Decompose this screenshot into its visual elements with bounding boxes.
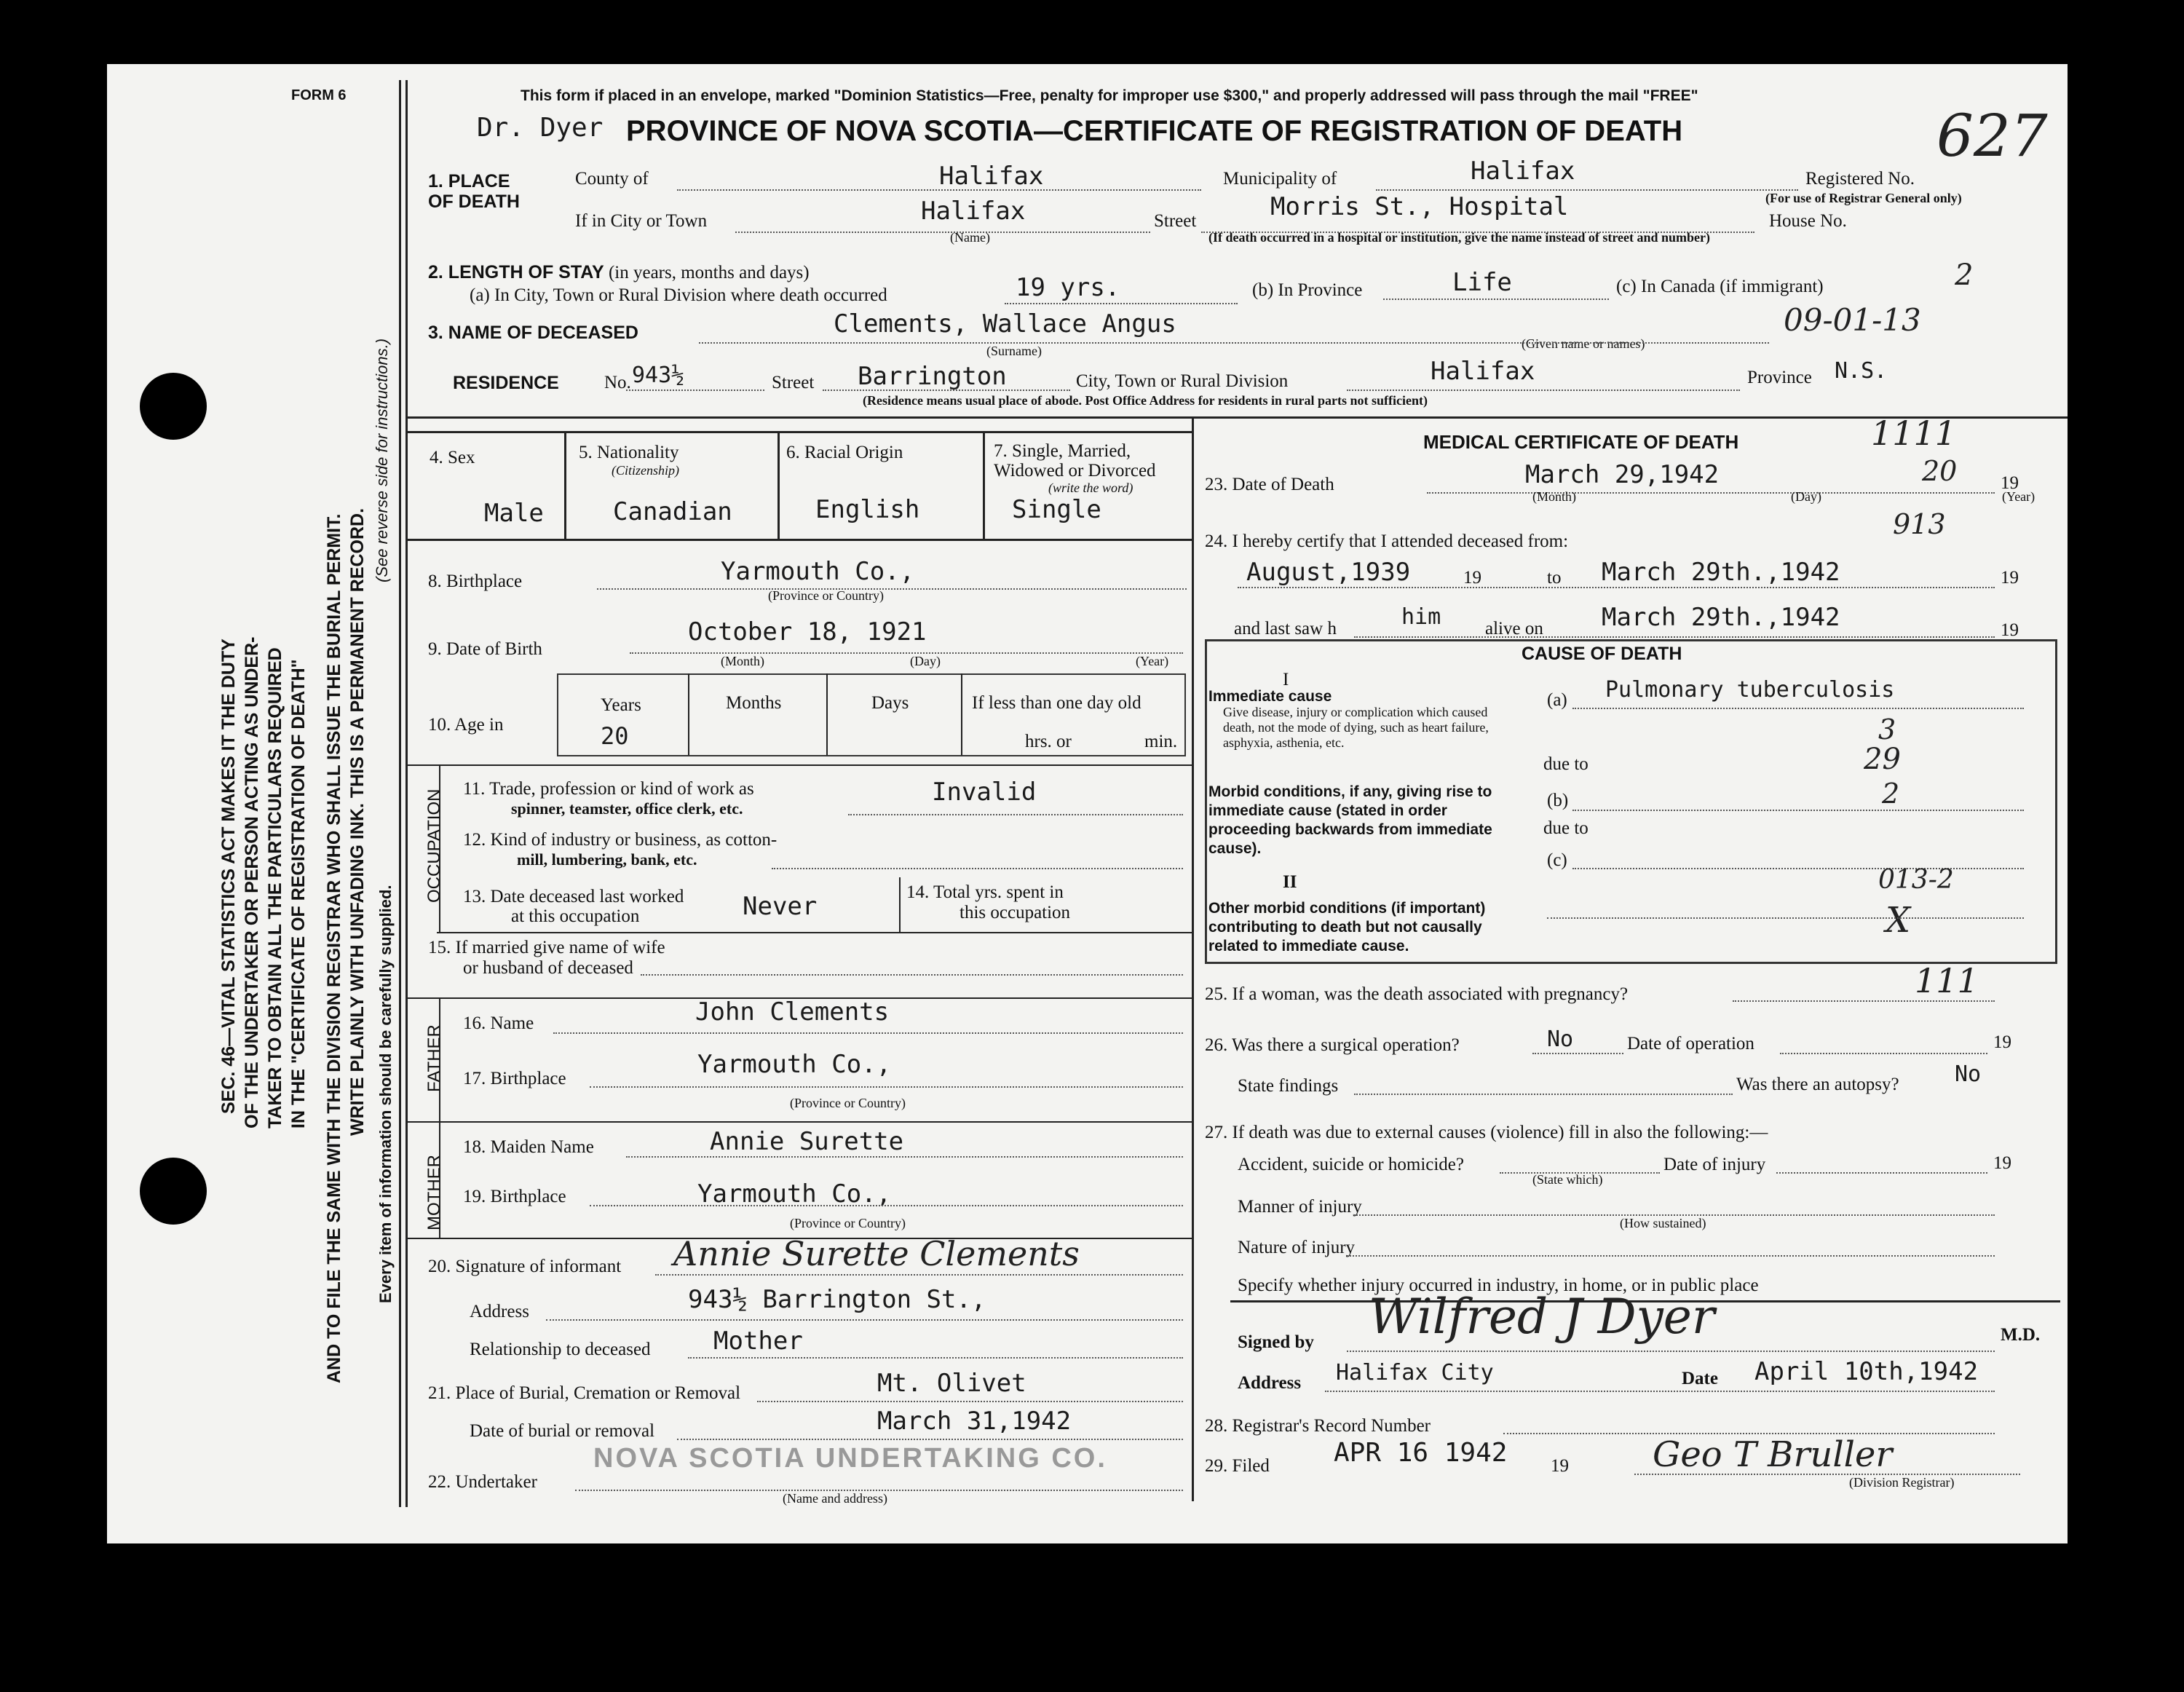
county-value: Halifax bbox=[939, 162, 1044, 191]
dob-day-note: (Day) bbox=[910, 654, 941, 668]
q11-label: 11. Trade, profession or kind of work as bbox=[463, 779, 754, 799]
alive-on-label: alive on bbox=[1485, 619, 1543, 639]
burial-place-label: 21. Place of Burial, Cremation or Removal bbox=[428, 1383, 741, 1403]
residence-street: Barrington bbox=[858, 362, 1007, 391]
accident-label: Accident, suicide or homicide? bbox=[1238, 1155, 1464, 1174]
undertaker-note: (Name and address) bbox=[783, 1491, 887, 1506]
occupation-side-label: OCCUPATION bbox=[424, 788, 444, 903]
city-label: If in City or Town bbox=[575, 211, 708, 231]
q13-sub-label: at this occupation bbox=[511, 906, 640, 926]
nationality-label: 5. Nationality bbox=[579, 443, 679, 462]
given-names-note: (Given name or names) bbox=[1522, 336, 1645, 351]
age-years-header: Years bbox=[601, 695, 641, 715]
cause-roman-ii: II bbox=[1283, 872, 1297, 892]
age-less-than-day-header: If less than one day old bbox=[972, 693, 1142, 713]
q25-hand: 111 bbox=[1915, 961, 1979, 1000]
specify-injury-label: Specify whether injury occurred in industry, in home, or in public place bbox=[1238, 1276, 1759, 1295]
dob-value: October 18, 1921 bbox=[688, 617, 927, 647]
form-number: FORM 6 bbox=[291, 87, 347, 103]
place-of-death-label: 1. PLACE OF DEATH bbox=[428, 171, 520, 212]
age-years-value: 20 bbox=[601, 722, 629, 750]
death-day-hand: 20 bbox=[1922, 455, 1958, 487]
certificate-title: PROVINCE OF NOVA SCOTIA—CERTIFICATE OF REGISTRATION OF DEATH bbox=[626, 115, 1683, 147]
sex-value: Male bbox=[484, 499, 544, 528]
age-hrs-label: hrs. or bbox=[1025, 732, 1072, 751]
manner-of-injury-label: Manner of injury bbox=[1238, 1197, 1362, 1217]
center-divider bbox=[1192, 416, 1194, 1501]
street-label: Street bbox=[1154, 211, 1197, 231]
death-day-note: (Day) bbox=[1791, 489, 1821, 504]
hand-913: 913 bbox=[1893, 508, 1946, 540]
burial-place: Mt. Olivet bbox=[877, 1369, 1026, 1398]
burial-date-label: Date of burial or removal bbox=[470, 1421, 655, 1441]
father-name: John Clements bbox=[695, 997, 890, 1027]
side-text-2: OF THE UNDERTAKER OR PERSON ACTING AS UNDER- bbox=[242, 636, 262, 1128]
length-of-stay-note: (in years, months and days) bbox=[608, 263, 810, 282]
operation-date-label: Date of operation bbox=[1627, 1034, 1754, 1053]
q12-sub-label: mill, lumbering, bank, etc. bbox=[517, 850, 697, 869]
signature-date: April 10th,1942 bbox=[1754, 1357, 1979, 1386]
morbid-conditions-label: Morbid conditions, if any, giving rise to immediate cause (stated in order proceeding backwards from immediate cause). bbox=[1208, 783, 1492, 857]
registration-number-hand: 627 bbox=[1936, 102, 2048, 170]
how-sustained-note: (How sustained) bbox=[1620, 1216, 1706, 1230]
residence-street-label: Street bbox=[772, 373, 815, 392]
relationship-label: Relationship to deceased bbox=[470, 1340, 651, 1359]
registrar-note: (For use of Registrar General only) bbox=[1765, 191, 1962, 205]
age-label: 10. Age in bbox=[428, 715, 504, 735]
md-label: M.D. bbox=[2001, 1325, 2041, 1345]
last-saw-label: and last saw h bbox=[1234, 619, 1337, 639]
from-year-prefix: 19 bbox=[1463, 568, 1481, 588]
municipality-label: Municipality of bbox=[1223, 169, 1337, 189]
informant-address: 943½ Barrington St., bbox=[688, 1285, 986, 1314]
q26-label: 26. Was there a surgical operation? bbox=[1205, 1035, 1460, 1055]
age-months-header: Months bbox=[726, 693, 782, 713]
date-of-death: March 29,1942 bbox=[1525, 460, 1720, 489]
signature-date-label: Date bbox=[1682, 1369, 1718, 1388]
residence-no-label: No. bbox=[604, 373, 631, 392]
mail-note: This form if placed in an envelope, marked "Dominion Statistics—Free, penalty for improper use $300," and properly addressed will pass through the mail "FREE" bbox=[521, 87, 1698, 104]
immediate-cause-label: Immediate cause bbox=[1208, 688, 1332, 705]
residence-city: Halifax bbox=[1431, 357, 1535, 386]
stay-city-label: (a) In City, Town or Rural Division where death occurred bbox=[470, 285, 887, 305]
father-birthplace-label: 17. Birthplace bbox=[463, 1069, 566, 1088]
physician-address: Halifax City bbox=[1336, 1360, 1494, 1385]
q14-sub-label: this occupation bbox=[960, 903, 1071, 922]
other-morbid-label: Other morbid conditions (if important) contributing to death but not causally related to immediate cause. bbox=[1208, 900, 1486, 954]
cause-of-death-title: CAUSE OF DEATH bbox=[1522, 644, 1682, 664]
filed-date-stamp: APR 16 1942 bbox=[1334, 1438, 1508, 1468]
age-min-label: min. bbox=[1144, 732, 1178, 751]
cause-c-label: (c) bbox=[1547, 850, 1567, 870]
informant-signature: Annie Surette Clements bbox=[673, 1234, 1080, 1273]
racial-origin-value: English bbox=[815, 495, 920, 524]
residence-city-label: City, Town or Rural Division bbox=[1076, 371, 1289, 391]
side-text-1: SEC. 46—VITAL STATISTICS ACT MAKES IT THE DUTY bbox=[218, 639, 239, 1114]
q11-value: Invalid bbox=[932, 778, 1037, 807]
state-findings-label: State findings bbox=[1238, 1076, 1339, 1096]
father-birthplace: Yarmouth Co., bbox=[697, 1050, 892, 1079]
mother-birthplace-label: 19. Birthplace bbox=[463, 1187, 566, 1206]
deceased-code-hand: 09-01-13 bbox=[1784, 302, 1921, 338]
informant-signature-label: 20. Signature of informant bbox=[428, 1257, 622, 1276]
immediate-cause-note: Give disease, injury or complication which caused death, not the mode of dying, such as heart failure, asphyxia, asthenia, etc. bbox=[1223, 705, 1489, 750]
to-label: to bbox=[1547, 568, 1562, 588]
division-registrar-signature: Geo T Bruller bbox=[1653, 1434, 1893, 1475]
side-text-5: AND TO FILE THE SAME WITH THE DIVISION REGISTRAR WHO SHALL ISSUE THE BURIAL PERMIT. bbox=[324, 513, 344, 1383]
physician-signature: Wilfred J Dyer bbox=[1369, 1289, 1715, 1345]
name-of-deceased-label: 3. NAME OF DECEASED bbox=[428, 323, 638, 343]
residence-label: RESIDENCE bbox=[453, 373, 559, 393]
section-divider bbox=[405, 416, 2068, 419]
left-frame-line bbox=[399, 80, 401, 1507]
county-label: County of bbox=[575, 169, 649, 189]
marital-label: 7. Single, Married, Widowed or Divorced bbox=[994, 441, 1156, 481]
hand-3: 3 bbox=[1878, 713, 1896, 746]
municipality-value: Halifax bbox=[1471, 157, 1575, 186]
hand-29: 29 bbox=[1864, 743, 1901, 776]
city-value: Halifax bbox=[921, 197, 1026, 226]
attended-from: August,1939 bbox=[1246, 558, 1411, 587]
physician-note: Dr. Dyer bbox=[477, 113, 604, 143]
side-text-8: (See reverse side for instructions.) bbox=[373, 338, 391, 582]
burial-date: March 31,1942 bbox=[877, 1407, 1072, 1436]
q25-label: 25. If a woman, was the death associated with pregnancy? bbox=[1205, 984, 1629, 1004]
undertaker-stamp: NOVA SCOTIA UNDERTAKING CO. bbox=[593, 1443, 1107, 1474]
nature-of-injury-label: Nature of injury bbox=[1238, 1238, 1356, 1257]
last-saw-value: him bbox=[1401, 604, 1441, 630]
q12-label: 12. Kind of industry or business, as cotton- bbox=[463, 830, 778, 850]
birthplace-note: (Province or Country) bbox=[768, 588, 884, 603]
registered-no-label: Registered No. bbox=[1805, 169, 1915, 189]
q15-label: 15. If married give name of wife bbox=[428, 938, 665, 957]
other-morbid-x-mark: X bbox=[1886, 900, 1911, 941]
residence-note: (Residence means usual place of abode. Post Office Address for residents in rural parts not sufficient) bbox=[863, 393, 1428, 408]
cause-roman-i: I bbox=[1283, 670, 1289, 689]
due-to-label-2: due to bbox=[1543, 818, 1588, 838]
relationship-value: Mother bbox=[713, 1327, 803, 1356]
side-text-4: IN THE "CERTIFICATE OF REGISTRATION OF DEATH" bbox=[288, 659, 309, 1128]
racial-origin-label: 6. Racial Origin bbox=[786, 443, 903, 462]
autopsy-value: No bbox=[1955, 1062, 1982, 1087]
date-of-injury-label: Date of injury bbox=[1663, 1155, 1766, 1174]
alive-on-value: March 29th.,1942 bbox=[1602, 603, 1840, 632]
residence-no: 943½ bbox=[632, 363, 685, 388]
mother-side-label: MOTHER bbox=[424, 1155, 444, 1230]
physician-address-label: Address bbox=[1238, 1373, 1302, 1393]
registrar-record-label: 28. Registrar's Record Number bbox=[1205, 1416, 1431, 1436]
name-note: (Name) bbox=[950, 230, 990, 245]
side-text-3: TAKER TO OBTAIN ALL THE PARTICULARS REQUIRED bbox=[265, 647, 285, 1128]
birthplace-label: 8. Birthplace bbox=[428, 572, 523, 591]
marital-value: Single bbox=[1012, 495, 1101, 524]
punch-hole-top bbox=[140, 373, 207, 440]
medical-code-hand: 1111 bbox=[1871, 414, 1957, 453]
q13-label: 13. Date deceased last worked bbox=[463, 887, 684, 906]
sex-label: 4. Sex bbox=[430, 448, 475, 467]
left-frame-line-2 bbox=[405, 80, 408, 1507]
undertaker-label: 22. Undertaker bbox=[428, 1472, 537, 1492]
attended-to: March 29th.,1942 bbox=[1602, 558, 1840, 587]
q13-value: Never bbox=[743, 892, 818, 921]
stay-province-label: (b) In Province bbox=[1252, 280, 1363, 300]
injury-year-prefix: 19 bbox=[1993, 1153, 2011, 1173]
age-days-header: Days bbox=[871, 693, 909, 713]
dob-month-note: (Month) bbox=[721, 654, 764, 668]
side-text-7: Every item of information should be carefully supplied. bbox=[376, 885, 395, 1303]
q26-value: No bbox=[1547, 1027, 1574, 1052]
hand-2: 2 bbox=[1882, 778, 1900, 810]
street-note: (If death occurred in a hospital or institution, give the name instead of street and number) bbox=[1208, 230, 1711, 245]
father-birthplace-note: (Province or Country) bbox=[790, 1096, 906, 1110]
to-year-prefix: 19 bbox=[2001, 568, 2019, 588]
cause-a-value: Pulmonary tuberculosis bbox=[1605, 677, 1895, 703]
residence-province: N.S. bbox=[1835, 358, 1888, 384]
stay-canada-label: (c) In Canada (if immigrant) bbox=[1616, 277, 1824, 296]
nationality-value: Canadian bbox=[613, 497, 732, 526]
length-of-stay-label: 2. LENGTH OF STAY bbox=[428, 262, 604, 282]
citizenship-note: (Citizenship) bbox=[612, 463, 679, 478]
mother-birthplace: Yarmouth Co., bbox=[697, 1179, 892, 1209]
surname-note: (Surname) bbox=[986, 344, 1042, 358]
q27-label: 27. If death was due to external causes (violence) fill in also the following:— bbox=[1205, 1123, 1768, 1142]
cause-a-label: (a) bbox=[1547, 690, 1567, 710]
q14-label: 14. Total yrs. spent in bbox=[906, 882, 1064, 902]
death-month-note: (Month) bbox=[1532, 489, 1576, 504]
age-box bbox=[557, 673, 1186, 756]
dob-label: 9. Date of Birth bbox=[428, 639, 542, 659]
state-which-note: (State which) bbox=[1532, 1172, 1603, 1187]
date-of-death-label: 23. Date of Death bbox=[1205, 475, 1334, 494]
punch-hole-bottom bbox=[140, 1158, 207, 1225]
father-side-label: FATHER bbox=[424, 1024, 444, 1092]
cause-code-hand: 013-2 bbox=[1878, 865, 1954, 895]
side-text-6: WRITE PLAINLY WITH UNFADING INK. THIS IS A PERMANENT RECORD. bbox=[347, 507, 368, 1136]
cause-b-label: (b) bbox=[1547, 791, 1569, 810]
q24-label: 24. I hereby certify that I attended deceased from: bbox=[1205, 531, 1569, 551]
stay-city-value: 19 yrs. bbox=[1016, 273, 1120, 302]
father-name-label: 16. Name bbox=[463, 1013, 534, 1033]
stay-province-value: Life bbox=[1452, 268, 1512, 297]
medical-certificate-title: MEDICAL CERTIFICATE OF DEATH bbox=[1423, 431, 1739, 453]
house-no-label: House No. bbox=[1769, 211, 1847, 231]
birthplace-value: Yarmouth Co., bbox=[721, 557, 915, 586]
filed-label: 29. Filed bbox=[1205, 1456, 1270, 1476]
mother-name: Annie Surette bbox=[710, 1127, 904, 1156]
dob-year-note: (Year) bbox=[1136, 654, 1169, 668]
residence-province-label: Province bbox=[1747, 368, 1812, 387]
mother-birthplace-note: (Province or Country) bbox=[790, 1216, 906, 1230]
q11-sub-label: spinner, teamster, office clerk, etc. bbox=[511, 799, 743, 818]
marital-note: (write the word) bbox=[1048, 481, 1133, 495]
death-year-note: (Year) bbox=[2002, 489, 2035, 504]
filed-year-prefix: 19 bbox=[1551, 1456, 1569, 1476]
division-registrar-note: (Division Registrar) bbox=[1849, 1475, 1955, 1490]
deceased-name: Clements, Wallace Angus bbox=[834, 309, 1176, 339]
signed-by-label: Signed by bbox=[1238, 1332, 1314, 1352]
operation-year-prefix: 19 bbox=[1993, 1032, 2011, 1052]
death-year-prefix: 19 bbox=[2001, 473, 2019, 493]
autopsy-label: Was there an autopsy? bbox=[1736, 1075, 1899, 1094]
stay-canada-hand: 2 bbox=[1955, 258, 1974, 292]
alive-year-prefix: 19 bbox=[2001, 620, 2019, 640]
q15-sub-label: or husband of deceased bbox=[463, 958, 633, 978]
street-value: Morris St., Hospital bbox=[1270, 192, 1569, 221]
mother-name-label: 18. Maiden Name bbox=[463, 1137, 594, 1157]
informant-address-label: Address bbox=[470, 1302, 529, 1321]
due-to-label-1: due to bbox=[1543, 754, 1588, 774]
